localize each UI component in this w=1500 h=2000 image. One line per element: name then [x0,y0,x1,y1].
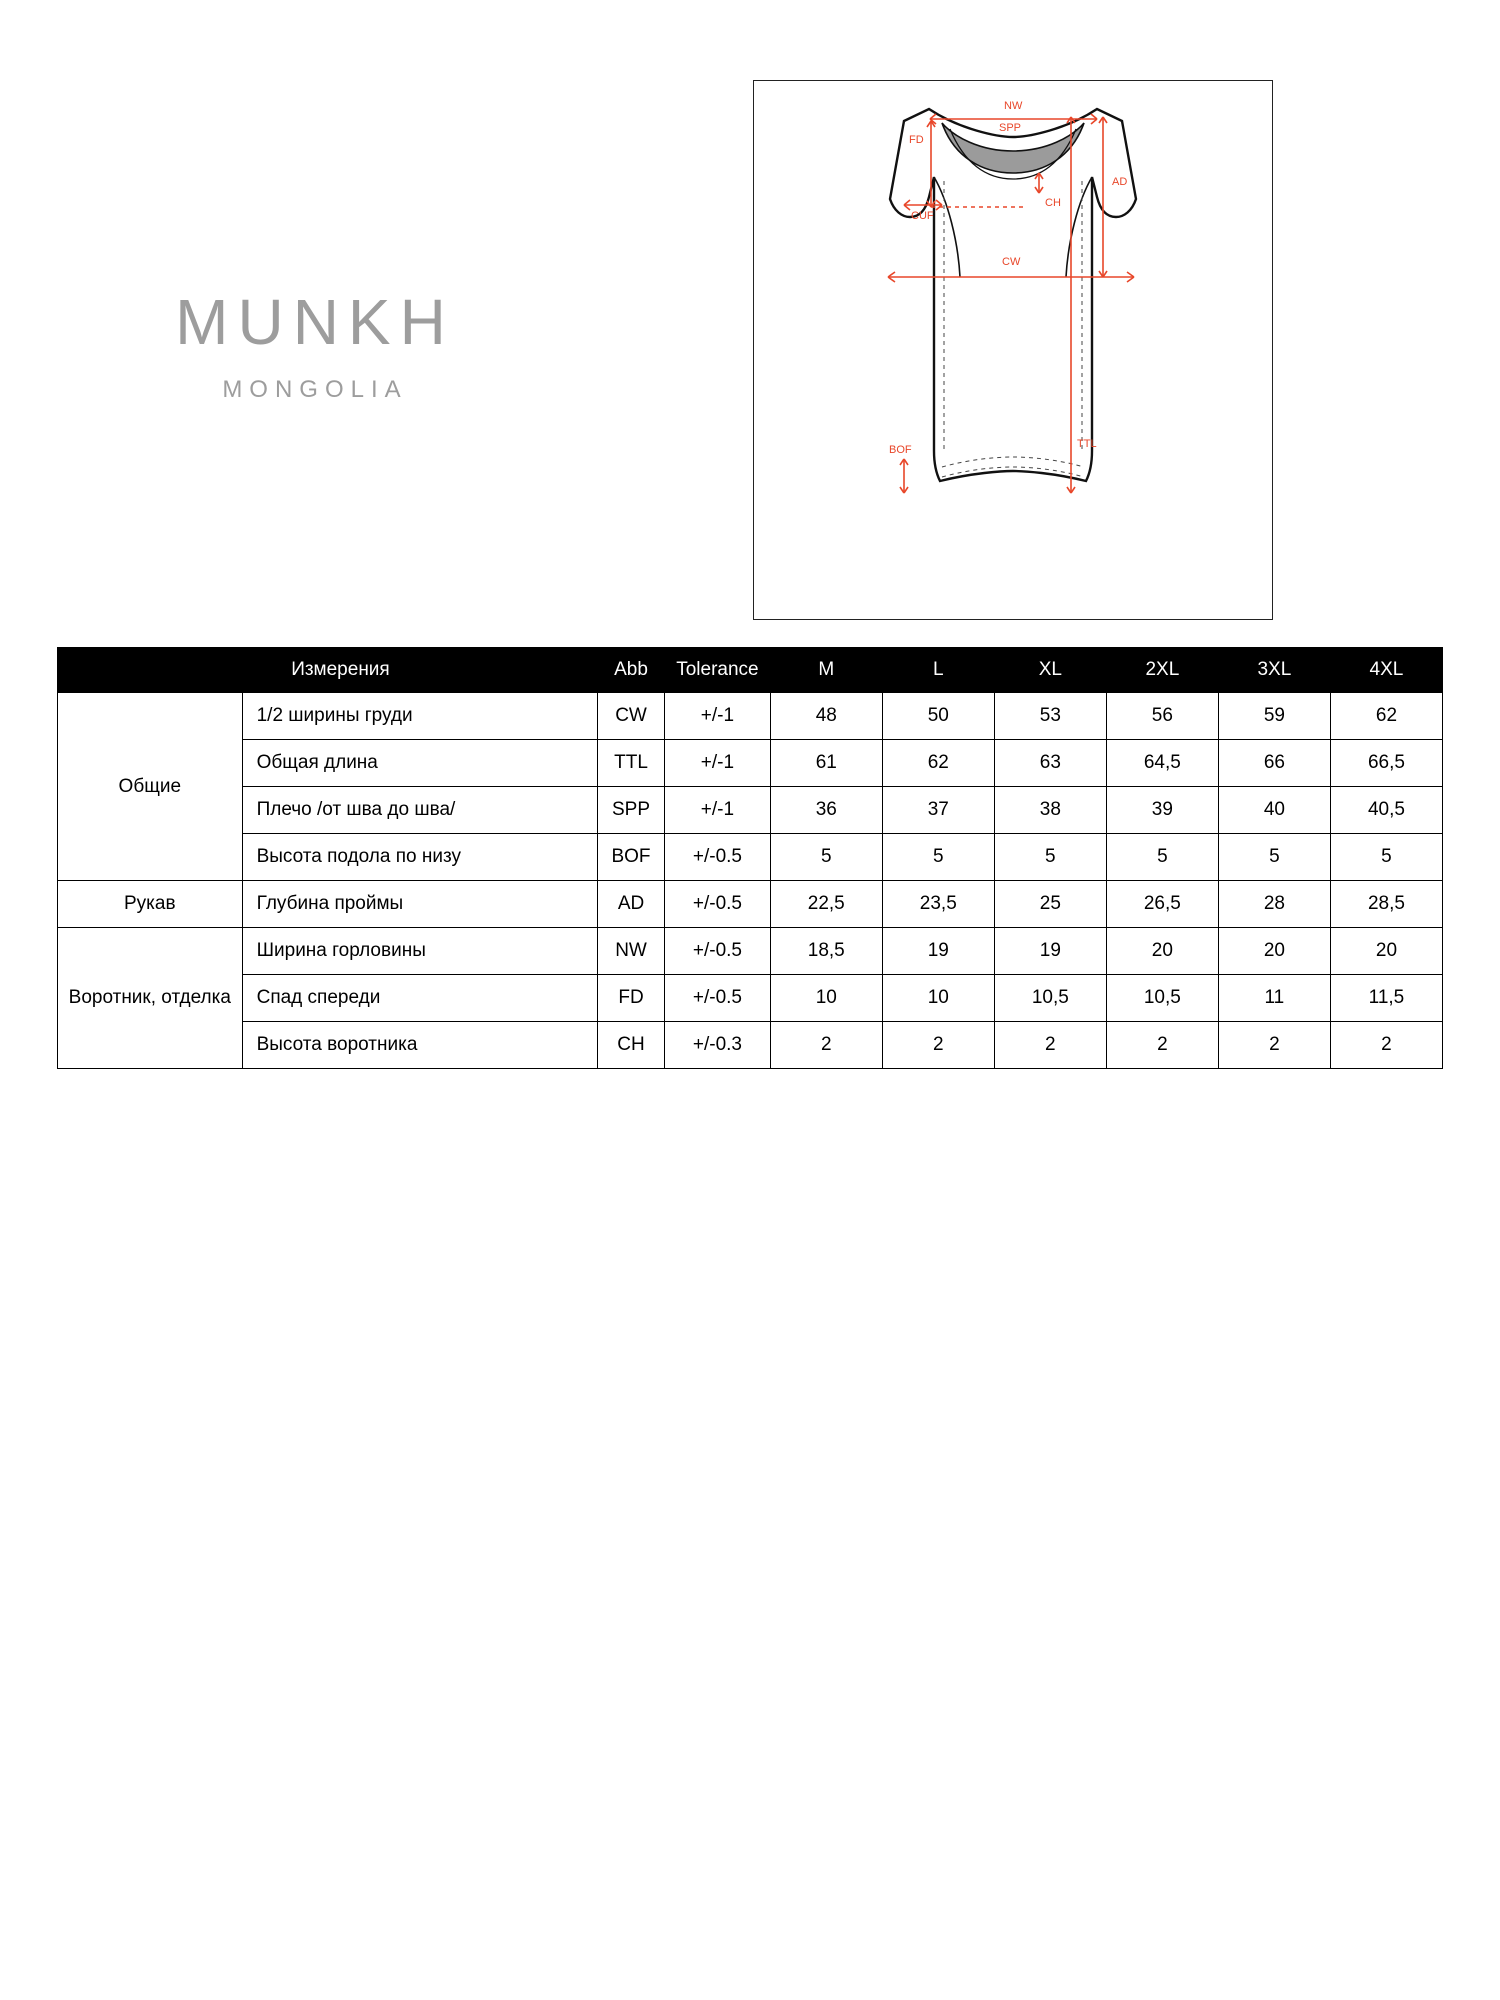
row-value-l: 23,5 [882,881,994,928]
row-tolerance: +/-0.5 [665,928,771,975]
label-bof: BOF [889,444,912,456]
row-value-4xl: 2 [1330,1022,1442,1069]
brand-name: MUNKH [175,286,455,358]
row-value-4xl: 11,5 [1330,975,1442,1022]
row-value-3xl: 40 [1218,787,1330,834]
row-name: Глубина проймы [242,881,597,928]
document-header [0,60,1500,580]
label-ad: AD [1112,176,1128,188]
row-name: 1/2 ширины груди [242,693,597,740]
table-row [58,975,1443,1022]
row-abb: SPP [597,787,664,834]
table-row [58,740,1443,787]
row-tolerance: +/-1 [665,693,771,740]
row-value-3xl: 20 [1218,928,1330,975]
row-value-2xl: 20 [1106,928,1218,975]
row-name: Общая длина [242,740,597,787]
row-value-xl: 10,5 [994,975,1106,1022]
brand-subtitle: MONGOLIA [222,376,408,403]
row-value-xl: 53 [994,693,1106,740]
row-value-2xl: 10,5 [1106,975,1218,1022]
row-name: Спад спереди [242,975,597,1022]
row-value-2xl: 5 [1106,834,1218,881]
row-value-3xl: 59 [1218,693,1330,740]
row-value-m: 61 [770,740,882,787]
row-tolerance: +/-0.5 [665,834,771,881]
row-value-xl: 2 [994,1022,1106,1069]
row-abb: CH [597,1022,664,1069]
label-fd: FD [909,134,924,146]
row-abb: CW [597,693,664,740]
row-value-l: 2 [882,1022,994,1069]
row-value-m: 36 [770,787,882,834]
row-name: Высота подола по низу [242,834,597,881]
table-header-row [58,648,1443,693]
row-value-m: 48 [770,693,882,740]
row-value-2xl: 56 [1106,693,1218,740]
row-tolerance: +/-0.5 [665,881,771,928]
row-value-4xl: 62 [1330,693,1442,740]
header-size-3xl: 3XL [1218,648,1330,693]
header-size-4xl: 4XL [1330,648,1442,693]
table-row [58,881,1443,928]
row-tolerance: +/-1 [665,740,771,787]
group-label-sleeve: Рукав [58,881,243,928]
table-row [58,693,1443,740]
row-value-3xl: 66 [1218,740,1330,787]
table-row [58,1022,1443,1069]
row-value-m: 2 [770,1022,882,1069]
header-size-m: M [770,648,882,693]
row-value-2xl: 26,5 [1106,881,1218,928]
row-value-4xl: 5 [1330,834,1442,881]
header-size-2xl: 2XL [1106,648,1218,693]
row-value-xl: 5 [994,834,1106,881]
label-ch: CH [1045,197,1061,209]
row-value-2xl: 2 [1106,1022,1218,1069]
row-abb: FD [597,975,664,1022]
header-size-l: L [882,648,994,693]
row-value-m: 18,5 [770,928,882,975]
measurements-table [57,647,1443,1069]
header-measurements: Измерения [58,648,598,693]
table-body [58,693,1443,1069]
row-value-2xl: 64,5 [1106,740,1218,787]
row-abb: TTL [597,740,664,787]
header-abb: Abb [597,648,664,693]
row-value-l: 10 [882,975,994,1022]
row-value-xl: 25 [994,881,1106,928]
row-value-l: 19 [882,928,994,975]
group-label-collar: Воротник, отделка [58,928,243,1069]
row-value-4xl: 66,5 [1330,740,1442,787]
group-label-common: Общие [58,693,243,881]
tank-top-diagram [754,81,1272,619]
row-name: Ширина горловины [242,928,597,975]
row-value-l: 37 [882,787,994,834]
label-spp: SPP [999,122,1022,134]
row-value-3xl: 2 [1218,1022,1330,1069]
row-value-3xl: 5 [1218,834,1330,881]
row-name: Плечо /от шва до шва/ [242,787,597,834]
header-tolerance: Tolerance [665,648,771,693]
row-name: Высота воротника [242,1022,597,1069]
table-row [58,834,1443,881]
header-size-xl: XL [994,648,1106,693]
row-value-xl: 19 [994,928,1106,975]
label-ttl: TTL [1077,438,1097,450]
row-value-3xl: 11 [1218,975,1330,1022]
row-tolerance: +/-0.5 [665,975,771,1022]
row-abb: NW [597,928,664,975]
brand-logo [115,286,515,404]
row-value-4xl: 28,5 [1330,881,1442,928]
row-value-m: 10 [770,975,882,1022]
table-row [58,928,1443,975]
row-value-3xl: 28 [1218,881,1330,928]
row-tolerance: +/-0.3 [665,1022,771,1069]
row-value-xl: 63 [994,740,1106,787]
row-value-4xl: 20 [1330,928,1442,975]
row-abb: AD [597,881,664,928]
row-value-4xl: 40,5 [1330,787,1442,834]
label-cuf: CUF [911,210,934,222]
row-value-m: 5 [770,834,882,881]
table-row [58,787,1443,834]
row-value-m: 22,5 [770,881,882,928]
row-value-l: 62 [882,740,994,787]
label-cw: CW [1002,256,1021,268]
row-tolerance: +/-1 [665,787,771,834]
row-abb: BOF [597,834,664,881]
row-value-l: 5 [882,834,994,881]
technical-drawing-panel [753,80,1273,620]
label-nw: NW [1004,100,1023,112]
row-value-2xl: 39 [1106,787,1218,834]
row-value-xl: 38 [994,787,1106,834]
row-value-l: 50 [882,693,994,740]
